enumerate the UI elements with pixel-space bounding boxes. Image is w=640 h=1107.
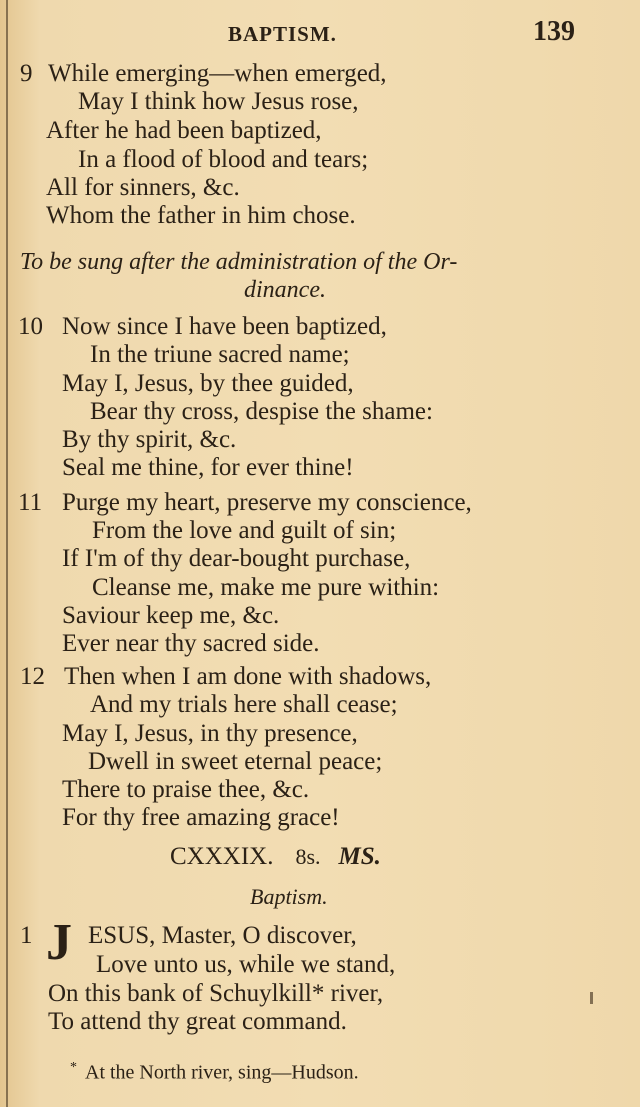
verse-line: After he had been baptized, bbox=[46, 117, 322, 144]
ink-speck bbox=[590, 992, 593, 1004]
verse-number: 1 bbox=[20, 922, 33, 949]
hymn-subtitle: Baptism. bbox=[250, 884, 328, 909]
footnote-mark: * bbox=[70, 1060, 77, 1075]
verse-line: To attend thy great command. bbox=[48, 1008, 347, 1035]
hymn-heading bbox=[170, 843, 381, 871]
verse-line: In the triune sacred name; bbox=[90, 341, 350, 368]
verse-line: If I'm of thy dear-bought purchase, bbox=[62, 545, 411, 572]
verse-line: From the love and guilt of sin; bbox=[92, 517, 397, 544]
verse-line: May I think how Jesus rose, bbox=[78, 88, 359, 115]
verse-line: Bear thy cross, despise the shame: bbox=[90, 398, 433, 425]
verse-line: Ever near thy sacred side. bbox=[62, 630, 320, 657]
hymn-meter: 8s. bbox=[295, 844, 321, 869]
rubric-line: To be sung after the administration of the Or- bbox=[20, 249, 458, 275]
verse-number: 9 bbox=[20, 60, 33, 87]
verse-line: All for sinners, &c. bbox=[46, 174, 240, 201]
verse-line: On this bank of Schuylkill* river, bbox=[48, 980, 384, 1007]
drop-cap: J bbox=[46, 914, 72, 971]
verse-number: 11 bbox=[18, 489, 43, 516]
verse-line: Cleanse me, make me pure within: bbox=[92, 574, 440, 601]
hymn-author: MS. bbox=[338, 843, 381, 870]
page-gutter bbox=[6, 0, 8, 1107]
page-number: 139 bbox=[533, 16, 575, 47]
verse-line: Purge my heart, preserve my conscience, bbox=[62, 489, 472, 516]
footnote bbox=[70, 1056, 359, 1085]
verse-line: Seal me thine, for ever thine! bbox=[62, 454, 354, 481]
page-header bbox=[0, 18, 640, 52]
verse-number: 12 bbox=[20, 663, 45, 690]
footnote-text: At the North river, sing—Hudson. bbox=[85, 1061, 359, 1084]
verse-line: In a flood of blood and tears; bbox=[78, 146, 369, 173]
verse-line: Then when I am done with shadows, bbox=[64, 663, 432, 690]
verse-line: Love unto us, while we stand, bbox=[96, 951, 396, 978]
verse-line: ESUS, Master, O discover, bbox=[88, 922, 357, 949]
verse-line: Saviour keep me, &c. bbox=[62, 602, 280, 629]
verse-line: While emerging—when emerged, bbox=[48, 60, 387, 87]
verse-line: Dwell in sweet eternal peace; bbox=[88, 748, 383, 775]
running-head: BAPTISM. bbox=[228, 22, 337, 46]
verse-line: May I, Jesus, by thee guided, bbox=[62, 370, 354, 397]
verse-line: By thy spirit, &c. bbox=[62, 426, 237, 453]
rubric-line: dinance. bbox=[244, 277, 326, 303]
verse-line: Now since I have been baptized, bbox=[62, 313, 387, 340]
hymn-number: CXXXIX. bbox=[170, 843, 274, 870]
verse-line: For thy free amazing grace! bbox=[62, 804, 340, 831]
verse-line: May I, Jesus, in thy presence, bbox=[62, 720, 358, 747]
verse-line: There to praise thee, &c. bbox=[62, 776, 310, 803]
verse-line: Whom the father in him chose. bbox=[46, 202, 356, 229]
verse-line: And my trials here shall cease; bbox=[90, 691, 398, 718]
verse-number: 10 bbox=[18, 313, 43, 340]
